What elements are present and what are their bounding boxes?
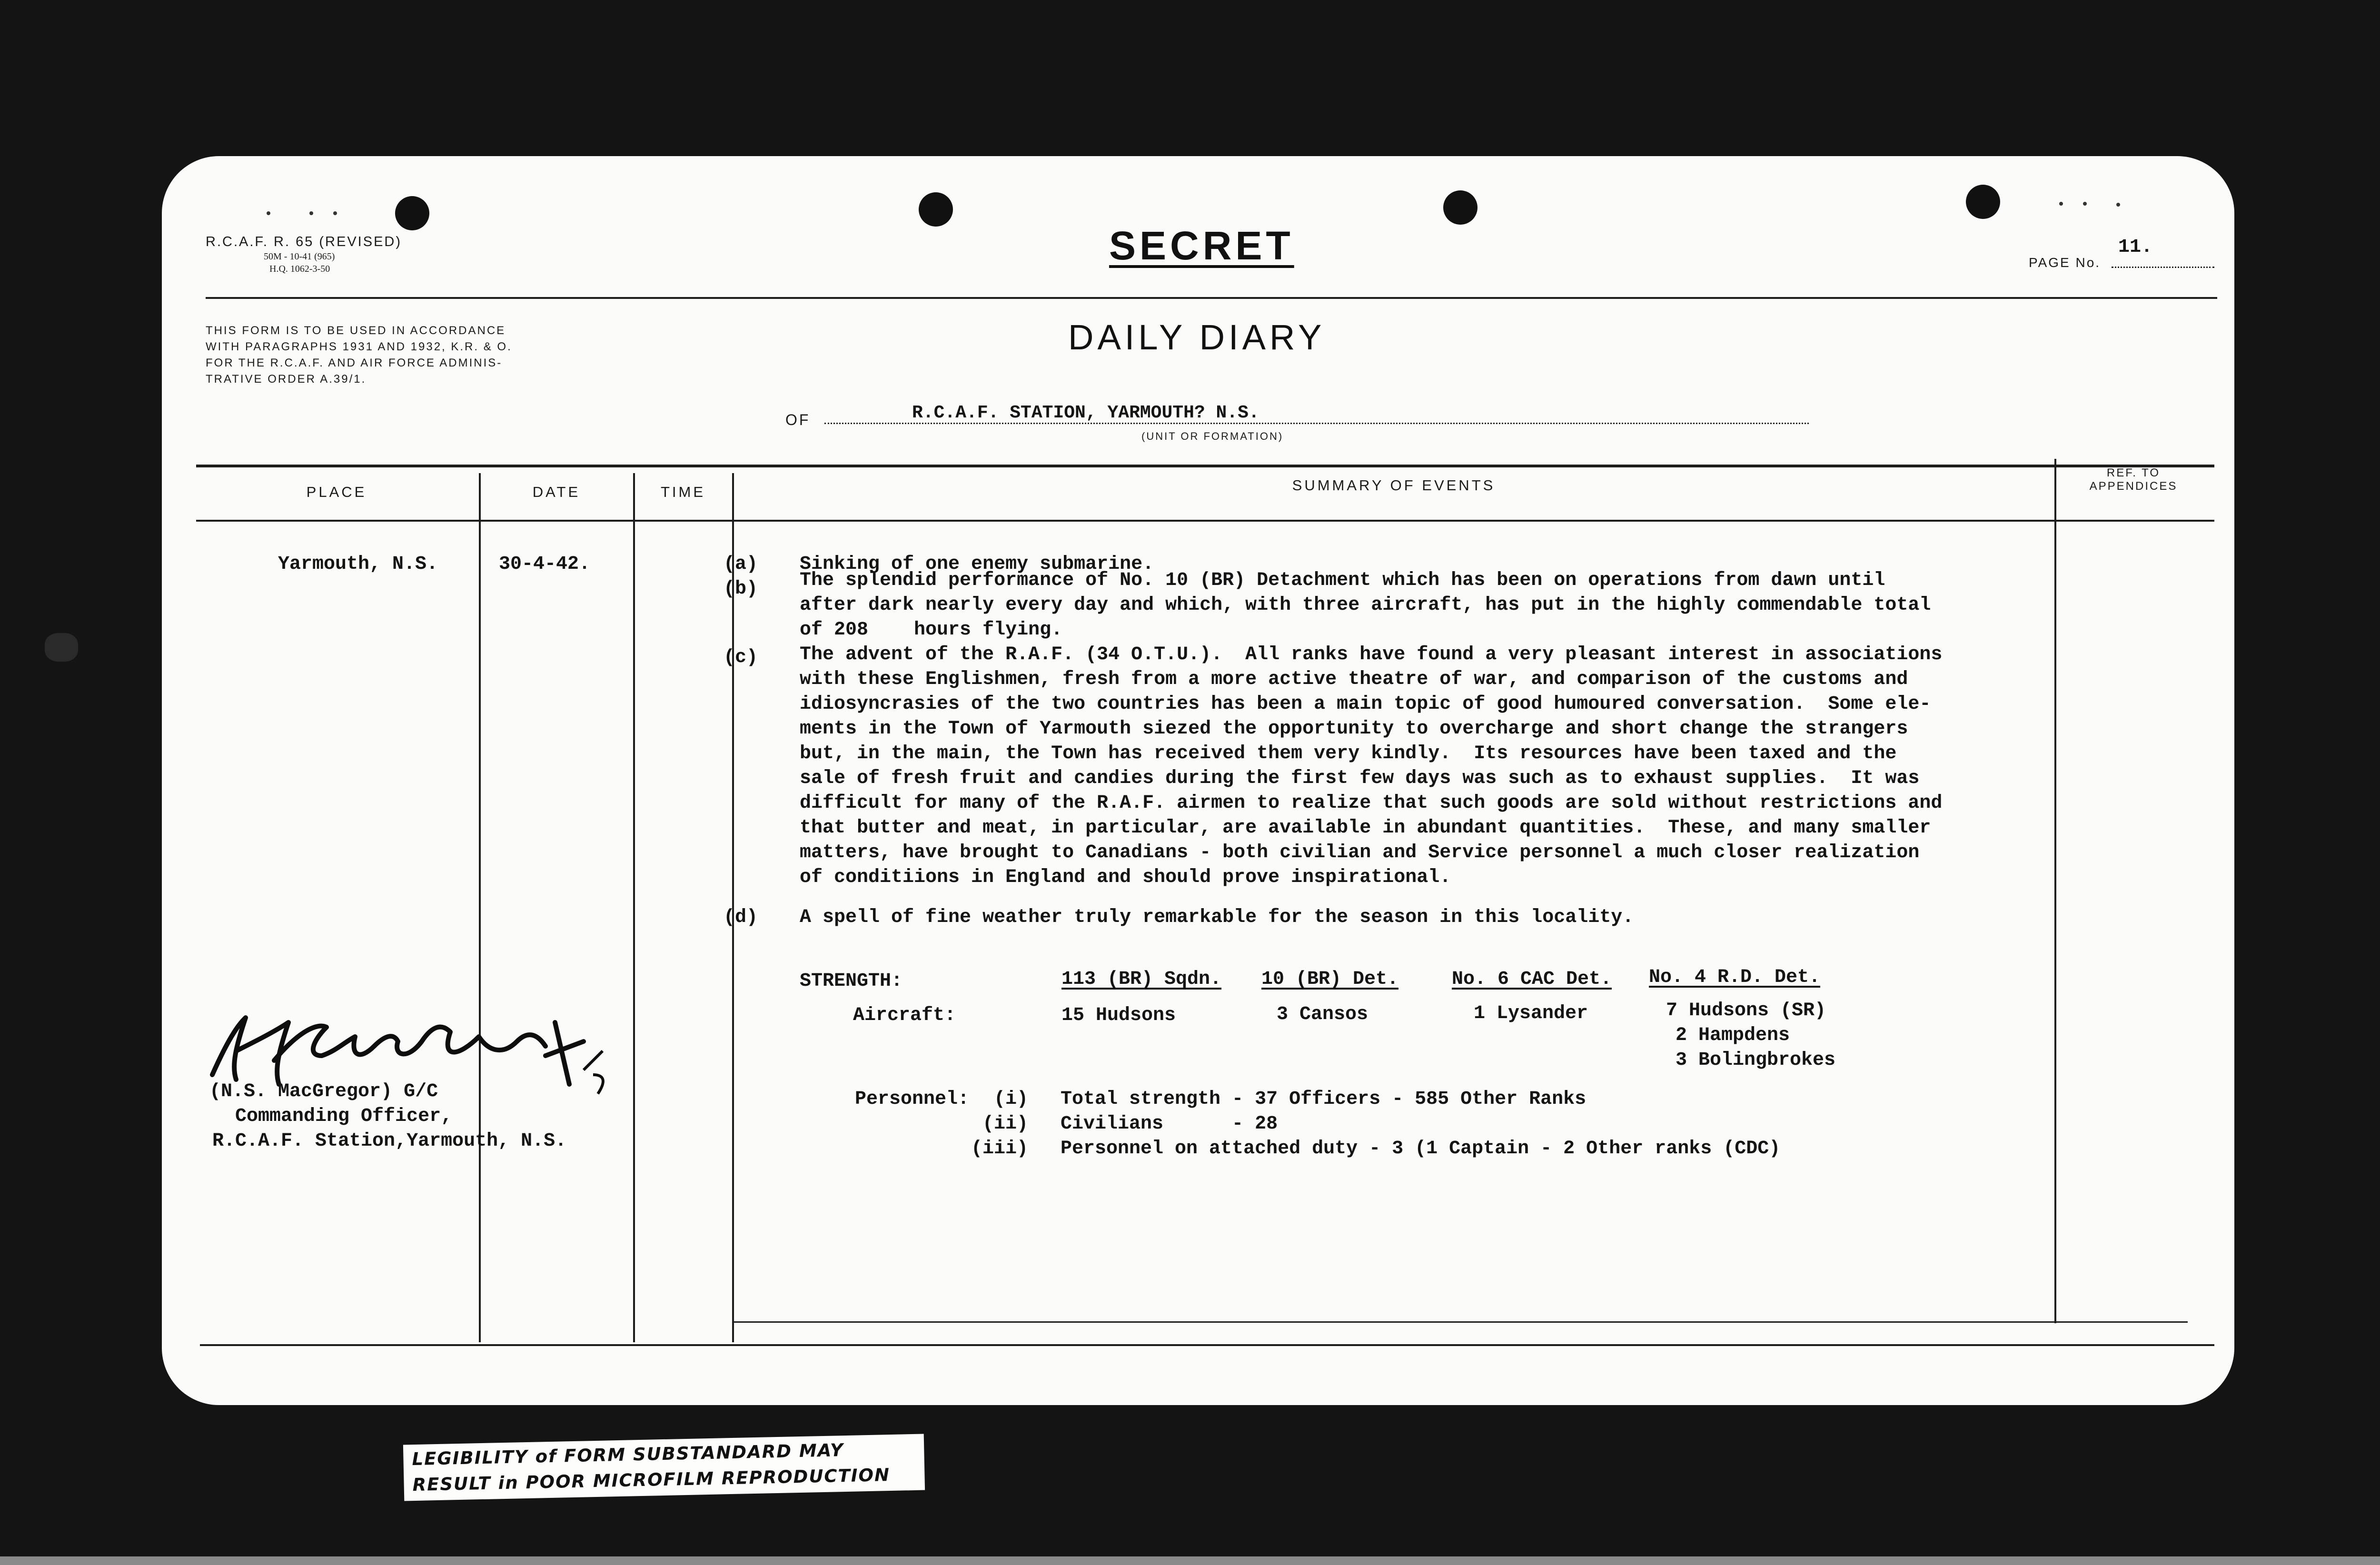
page-number-rule [2112, 267, 2214, 268]
speck [333, 211, 337, 215]
strength-unit: 10 (BR) Det. [1261, 969, 1399, 990]
strength-unit: 113 (BR) Sqdn. [1061, 969, 1222, 990]
item-line: of conditiions in England and should prove inspirational. [800, 867, 1451, 888]
column-divider [2054, 459, 2056, 1323]
usage-note-line: TRATIVE ORDER A.39/1. [206, 373, 367, 386]
column-header-ref: REF. TO [2106, 466, 2161, 479]
item-line: The splendid performance of No. 10 (BR) Detachment which has been on operations from dawn until [800, 570, 1885, 591]
unit-name: R.C.A.F. STATION, YARMOUTH? N.S. [912, 403, 1259, 423]
table-bottom-rule [200, 1344, 2214, 1346]
column-divider [633, 473, 635, 1342]
personnel-line: Civilians - 28 [1061, 1113, 1278, 1135]
column-header-appendices: APPENDICES [2089, 480, 2178, 493]
aircraft-count: 1 Lysander [1474, 1003, 1588, 1024]
personnel-num: (iii) [971, 1138, 1029, 1159]
item-line: Sinking of one enemy submarine. [800, 554, 1154, 575]
entry-place: Yarmouth, N.S. [278, 554, 438, 575]
usage-note [206, 323, 512, 387]
column-header-date: DATE [532, 484, 581, 500]
item-line: matters, have brought to Canadians - both civilian and Service personnel a much closer realization [800, 842, 1920, 863]
film-edge [0, 1556, 2380, 1565]
microfilm-note [403, 1434, 925, 1501]
form-title: DAILY DIARY [1068, 317, 1326, 357]
print-code: 50M - 10-41 (965) [264, 251, 335, 262]
speck [267, 211, 270, 215]
page-number: 11. [2118, 237, 2153, 258]
speck [2083, 202, 2087, 206]
aircraft-count: 7 Hudsons (SR) [1666, 1000, 1826, 1021]
strength-label: STRENGTH: [800, 971, 903, 992]
item-line: difficult for many of the R.A.F. airmen to realize that such goods are sold without restrictions and [800, 792, 1943, 814]
of-label: OF [785, 411, 811, 428]
item-line: that butter and meat, in particular, are available in abundant quantities. These, and many smaller [800, 817, 1931, 839]
signature-title: Commanding Officer, [235, 1106, 453, 1127]
microfilm-note-line: RESULT in POOR MICROFILM REPRODUCTION [412, 1465, 891, 1496]
signature-name: (N.S. MacGregor) G/C [209, 1081, 438, 1102]
column-header-time: TIME [660, 484, 706, 500]
speck [2059, 202, 2063, 206]
table-inner-bottom-rule [733, 1321, 2188, 1323]
item-line: ments in the Town of Yarmouth siezed the opportunity to overcharge and short change the strangers [800, 718, 1908, 740]
signature-station: R.C.A.F. Station,Yarmouth, N.S. [212, 1130, 567, 1152]
item-line: The advent of the R.A.F. (34 O.T.U.). All ranks have found a very pleasant interest in associations [800, 644, 1943, 665]
item-line: of 208 hours flying. [800, 619, 1063, 641]
column-divider [479, 473, 481, 1342]
page-label: PAGE No. [2029, 255, 2101, 270]
personnel-line: Personnel on attached duty - 3 (1 Captain - 2 Other ranks (CDC) [1061, 1138, 1781, 1159]
item-label: (c) [724, 647, 758, 668]
punch-hole [1443, 190, 1478, 225]
aircraft-count: 3 Cansos [1277, 1004, 1368, 1025]
usage-note-line: FOR THE R.C.A.F. AND AIR FORCE ADMINIS- [206, 357, 503, 369]
personnel-label: Personnel: [855, 1089, 970, 1110]
punch-hole [1966, 185, 2000, 219]
strength-unit: No. 4 R.D. Det. [1649, 967, 1821, 988]
aircraft-label: Aircraft: [853, 1005, 956, 1026]
aircraft-count: 15 Hudsons [1061, 1005, 1176, 1026]
personnel-num: (i) [994, 1089, 1029, 1110]
item-line: but, in the main, the Town has received them very kindly. Its resources have been taxed and the [800, 743, 1897, 764]
table-header-rule [196, 520, 2214, 522]
diary-form [162, 156, 2234, 1405]
microfilm-note-line: LEGIBILITY of FORM SUBSTANDARD MAY [412, 1440, 844, 1470]
strength-unit: No. 6 CAC Det. [1452, 969, 1612, 990]
table-top-rule [196, 465, 2214, 467]
speck [309, 211, 313, 215]
smudge [45, 633, 78, 662]
speck [2116, 203, 2120, 207]
personnel-line: Total strength - 37 Officers - 585 Other Ranks [1061, 1089, 1587, 1110]
classification-stamp: SECRET [1109, 223, 1294, 268]
punch-hole [919, 192, 953, 227]
item-line: after dark nearly every day and which, with three aircraft, has put in the highly commendable total [800, 594, 1931, 616]
item-line: idiosyncrasies of the two countries has been a main topic of good humoured conversation. Some ele- [800, 693, 1931, 715]
aircraft-count: 3 Bolingbrokes [1676, 1050, 1836, 1071]
form-id: R.C.A.F. R. 65 (REVISED) [206, 234, 402, 249]
personnel-num: (ii) [982, 1113, 1029, 1135]
item-line: with these Englishmen, fresh from a more active theatre of war, and comparison of the customs and [800, 669, 1908, 690]
item-line: A spell of fine weather truly remarkable for the season in this locality. [800, 907, 1634, 928]
unit-caption: (UNIT OR FORMATION) [1141, 430, 1284, 442]
item-line: sale of fresh fruit and candies during the first few days was such as to exhaust supplies. It was [800, 768, 1920, 789]
column-header-place: PLACE [306, 484, 367, 500]
entry-date: 30-4-42. [499, 554, 591, 575]
punch-hole [395, 196, 429, 230]
column-header-summary: SUMMARY OF EVENTS [1292, 477, 1496, 494]
aircraft-count: 2 Hampdens [1676, 1025, 1790, 1046]
item-label: (a) [724, 554, 758, 575]
header-rule [206, 297, 2217, 299]
item-label: (b) [724, 578, 758, 600]
usage-note-line: THIS FORM IS TO BE USED IN ACCORDANCE [206, 324, 506, 337]
print-code: H.Q. 1062-3-50 [269, 264, 330, 274]
item-label: (d) [724, 907, 758, 928]
usage-note-line: WITH PARAGRAPHS 1931 AND 1932, K.R. & O. [206, 340, 512, 353]
